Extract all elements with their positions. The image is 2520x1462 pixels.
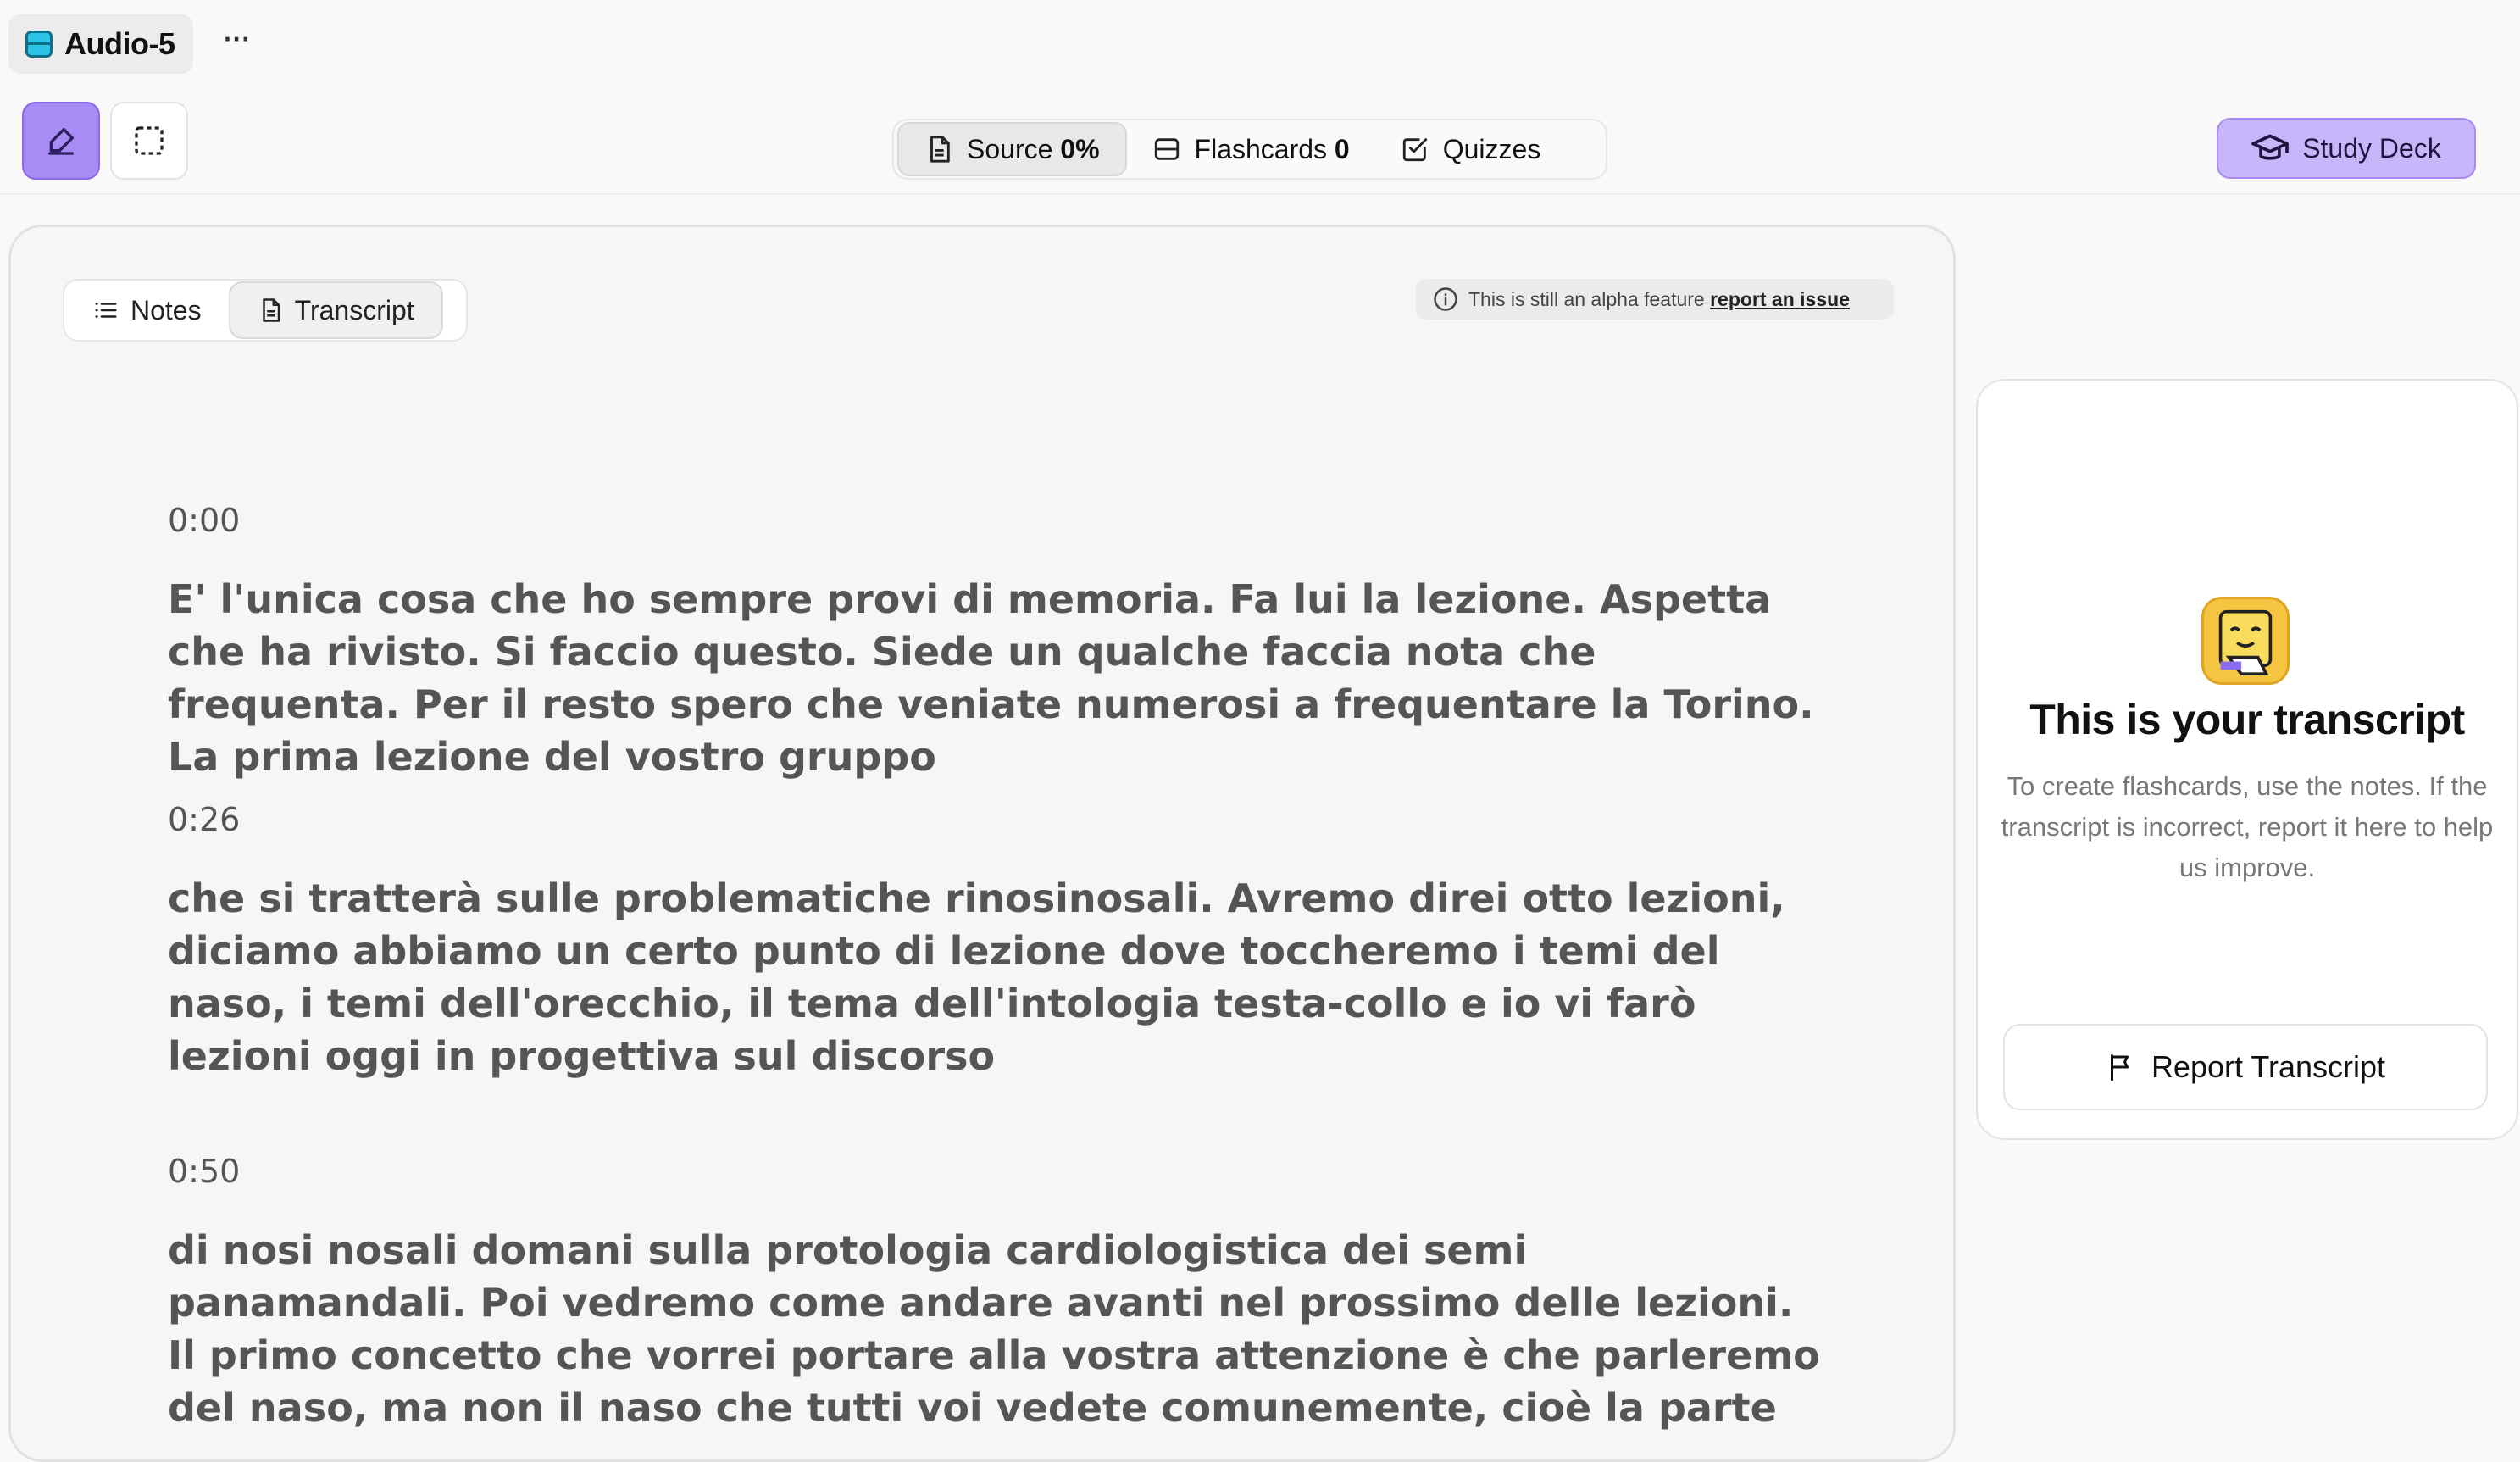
transcript-segment bbox=[168, 502, 1829, 783]
flag-icon bbox=[2106, 1052, 2136, 1082]
area-select-tool-button[interactable] bbox=[110, 102, 188, 180]
tab-quizzes-label: Quizzes bbox=[1442, 133, 1541, 164]
dashed-selection-icon bbox=[132, 124, 166, 158]
panel-tabs bbox=[63, 279, 468, 342]
tab-transcript[interactable] bbox=[229, 281, 443, 339]
report-transcript-button[interactable] bbox=[2003, 1024, 2488, 1110]
segment-text: E' l'unica cosa che ho sempre provi di memoria. Fa lui la lezione. Aspetta che ha rivisto. Si faccio questo. Siede un qualche faccia nota che frequenta. Per il resto spero che veniate numerosi a frequentare la Torino. La prima lezione del vostro gruppo bbox=[168, 576, 1814, 780]
document-title[interactable] bbox=[8, 14, 193, 74]
segment-text: di nosi nosali domani sulla protologia cardiologistica dei semi panamandali. Poi vedremo come andare avanti nel prossimo delle lezioni. Il primo concetto che vorrei portare alla vostra attenzione è che parleremo del naso, ma non il naso che tutti voi vedete comunemente, cioè la parte bbox=[168, 1227, 1820, 1431]
flashcard-deck-icon bbox=[25, 31, 53, 58]
pen-icon bbox=[44, 124, 78, 158]
flashcard-icon bbox=[1152, 135, 1181, 164]
side-card-description: To create flashcards, use the notes. If the transcript is incorrect, report it here to help us improve. bbox=[2001, 771, 2494, 882]
segment-timestamp[interactable]: 0:00 bbox=[168, 502, 241, 539]
transcript-segment bbox=[168, 801, 1829, 1082]
tab-flashcards[interactable] bbox=[1127, 122, 1375, 176]
alpha-notice bbox=[1416, 279, 1894, 320]
tab-source[interactable] bbox=[897, 122, 1127, 176]
document-title-text: Audio-5 bbox=[64, 26, 175, 61]
tab-quizzes[interactable] bbox=[1375, 122, 1567, 176]
checkbox-icon bbox=[1401, 135, 1429, 164]
tab-source-label: Source bbox=[967, 133, 1053, 164]
study-deck-button[interactable] bbox=[2217, 118, 2476, 179]
mascot-icon bbox=[2201, 597, 2290, 685]
tab-transcript-label: Transcript bbox=[294, 294, 414, 325]
report-issue-link[interactable]: report an issue bbox=[1710, 287, 1850, 310]
highlight-pen-tool-button[interactable] bbox=[22, 102, 100, 180]
tab-flashcards-label: Flashcards bbox=[1194, 133, 1328, 164]
transcript-segment bbox=[168, 1153, 1829, 1434]
tab-notes-label: Notes bbox=[130, 294, 202, 325]
tab-notes[interactable] bbox=[66, 281, 229, 339]
tab-source-count: 0% bbox=[1060, 133, 1100, 164]
mascot-face-icon bbox=[2204, 599, 2287, 682]
report-transcript-label: Report Transcript bbox=[2151, 1049, 2386, 1084]
document-icon bbox=[924, 135, 953, 164]
header-divider bbox=[0, 193, 2520, 195]
segment-timestamp[interactable]: 0:50 bbox=[168, 1153, 241, 1190]
list-icon bbox=[93, 297, 119, 323]
study-deck-label: Study Deck bbox=[2302, 132, 2441, 164]
document-icon bbox=[258, 297, 283, 323]
mode-switcher bbox=[892, 119, 1607, 180]
tab-flashcards-count: 0 bbox=[1334, 133, 1350, 164]
info-icon bbox=[1433, 286, 1458, 312]
side-card-title: This is your transcript bbox=[2029, 696, 2465, 743]
graduation-cap-icon bbox=[2251, 131, 2289, 165]
segment-timestamp[interactable]: 0:26 bbox=[168, 801, 241, 838]
segment-text: che si tratterà sulle problematiche rinosinosali. Avremo direi otto lezioni, diciamo abbiamo un certo punto di lezione dove toccheremo i temi del naso, i temi dell'orecchio, il tema dell'intologia testa-collo e io vi farò lezioni oggi in progettiva sul discorso bbox=[168, 876, 1785, 1079]
alpha-notice-text: This is still an alpha feature bbox=[1468, 287, 1705, 310]
more-options-button[interactable]: ··· bbox=[224, 24, 251, 54]
